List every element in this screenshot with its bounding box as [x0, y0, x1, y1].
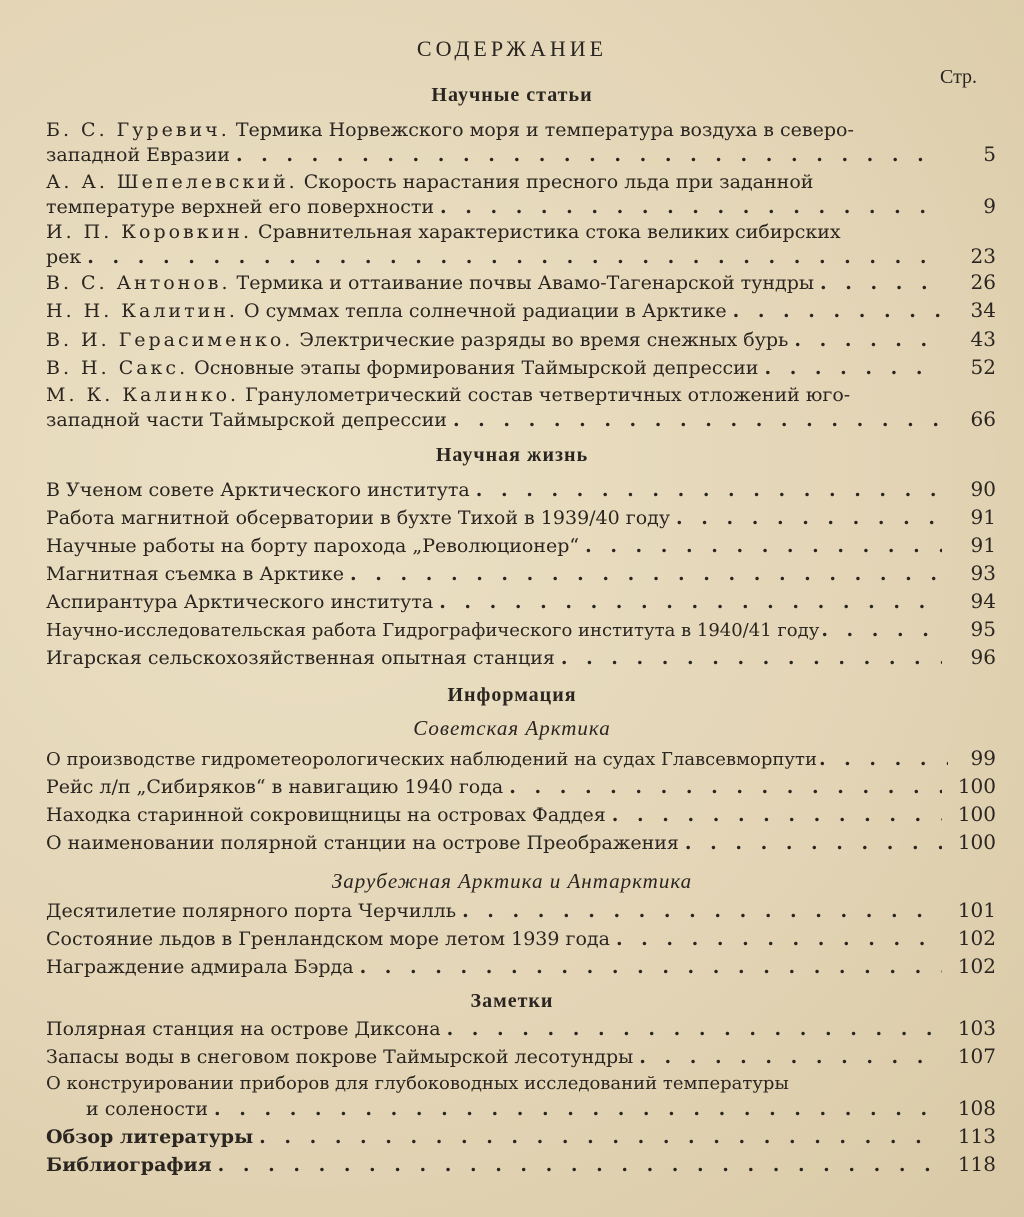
leader-dots	[439, 590, 942, 614]
toc-entry[interactable]	[46, 589, 996, 613]
entry-title: Обзор литературы	[46, 1126, 254, 1148]
entry-title: Сравнительная характеристика стока великих сибирских	[258, 221, 841, 243]
entry-author: А. А. Шепелевский.	[46, 171, 298, 193]
toc-entry[interactable]	[46, 1044, 996, 1068]
leader-dots	[561, 646, 942, 670]
entry-page: 102	[957, 954, 996, 978]
toc-entry[interactable]	[46, 954, 996, 978]
toc-entry[interactable]	[46, 477, 996, 501]
leader-dots	[476, 478, 942, 502]
leader-dots	[214, 1097, 942, 1121]
toc-entry[interactable]	[46, 383, 996, 431]
entry-page: 100	[957, 830, 996, 854]
entry-title: Библиография	[46, 1154, 212, 1176]
leader-dots	[585, 534, 942, 558]
page-column-label: Стр.	[940, 66, 978, 88]
toc-entry[interactable]	[46, 746, 996, 770]
entry-title: Состояние льдов в Гренландском море летом 1939 года	[46, 928, 610, 950]
entry-page: 113	[957, 1124, 996, 1148]
toc-entry[interactable]	[46, 327, 996, 351]
toc-entry[interactable]	[46, 774, 996, 798]
entry-author: М. К. Калинко.	[46, 384, 240, 406]
leader-dots	[616, 927, 942, 951]
toc-entry[interactable]	[46, 561, 996, 585]
entry-page: 91	[970, 533, 996, 557]
leader-dots	[639, 1045, 942, 1069]
entry-title: Термика Норвежского моря и температура воздуха в северо-	[235, 119, 854, 141]
toc-entry[interactable]	[46, 830, 996, 854]
entry-page: 9	[983, 194, 996, 218]
entry-page: 52	[970, 355, 996, 379]
page-title: СОДЕРЖАНИЕ	[416, 36, 608, 61]
section-heading-life: Научная жизнь	[435, 444, 589, 466]
entry-author: Б. С. Гуревич.	[46, 119, 230, 141]
subsection-heading-foreign: Зарубежная Арктика и Антарктика	[331, 869, 693, 893]
entry-title: О конструировании приборов для глубоководных исследований температуры	[46, 1073, 789, 1094]
section-heading-notes: Заметки	[470, 990, 554, 1012]
entry-author: В. С. Антонов.	[46, 272, 231, 294]
subsection-heading-soviet: Советская Арктика	[413, 716, 611, 740]
entry-page: 108	[957, 1096, 996, 1120]
entry-page: 91	[970, 505, 996, 529]
entry-title: В Ученом совете Арктического института	[46, 479, 470, 501]
toc-entry[interactable]	[46, 170, 996, 218]
entry-page: 101	[957, 898, 996, 922]
toc-entry[interactable]	[46, 1072, 996, 1120]
entry-page: 90	[970, 477, 996, 501]
entry-title: Игарская сельскохозяйственная опытная станция	[46, 647, 555, 669]
leader-dots	[87, 245, 942, 269]
toc-entry[interactable]	[46, 118, 996, 166]
entry-page: 66	[970, 407, 996, 431]
leader-dots	[440, 195, 942, 219]
entry-title: Десятилетие полярного порта Черчилль	[46, 900, 457, 922]
entry-page: 118	[957, 1152, 996, 1176]
entry-page: 5	[983, 142, 996, 166]
leader-dots	[676, 506, 942, 530]
entry-page: 93	[970, 561, 996, 585]
entry-title: О наименовании полярной станции на острове Преображения	[46, 832, 679, 854]
section-heading-scientific: Научные статьи	[431, 84, 593, 106]
entry-title: Запасы воды в снеговом покрове Таймырской лесотундры	[46, 1046, 634, 1068]
entry-author: В. И. Герасименко.	[46, 329, 294, 351]
leader-dots	[218, 1153, 942, 1177]
entry-title: Награждение адмирала Бэрда	[46, 956, 354, 978]
leader-dots	[360, 955, 942, 979]
entry-page: 102	[957, 926, 996, 950]
toc-entry[interactable]	[46, 298, 996, 322]
entry-title: Аспирантура Арктического института	[46, 591, 434, 613]
entry-author: В. Н. Сакс.	[46, 357, 189, 379]
toc-entry[interactable]	[46, 926, 996, 950]
entry-page: 26	[970, 270, 996, 294]
toc-entry[interactable]	[46, 505, 996, 529]
entry-page: 107	[957, 1044, 996, 1068]
entry-page: 94	[970, 589, 996, 613]
entry-page: 99	[970, 746, 996, 770]
entry-page: 96	[970, 645, 996, 669]
leader-dots	[794, 328, 942, 352]
entry-page: 100	[957, 774, 996, 798]
entry-title: Электрические разряды во время снежных бурь	[299, 329, 789, 351]
toc-entry-bibliography[interactable]	[46, 1152, 996, 1176]
entry-title: Научно-исследовательская работа Гидрографического института в 1940/41 году	[46, 620, 820, 641]
entry-page: 34	[970, 298, 996, 322]
leader-dots	[821, 618, 948, 642]
leader-dots	[453, 408, 942, 432]
toc-entry-review[interactable]	[46, 1124, 996, 1148]
toc-entry[interactable]	[46, 220, 996, 268]
entry-title: Научные работы на борту парохода „Революционер“	[46, 535, 580, 557]
entry-title-cont: рек	[46, 246, 82, 268]
entry-page: 95	[970, 617, 996, 641]
leader-dots	[685, 831, 942, 855]
leader-dots	[447, 1017, 942, 1041]
leader-dots	[820, 271, 942, 295]
entry-title-cont: температуре верхней его поверхности	[46, 196, 435, 218]
entry-title: Магнитная съемка в Арктике	[46, 563, 345, 585]
leader-dots	[764, 356, 942, 380]
toc-entry[interactable]	[46, 645, 996, 669]
leader-dots	[462, 899, 942, 923]
toc-entry[interactable]	[46, 270, 996, 294]
entry-page: 103	[957, 1016, 996, 1040]
toc-entry[interactable]	[46, 617, 996, 641]
entry-title: Полярная станция на острове Диксона	[46, 1018, 441, 1040]
entry-author: И. П. Коровкин.	[46, 221, 252, 243]
leader-dots	[819, 747, 948, 771]
entry-title-cont: западной части Таймырской депрессии	[46, 409, 447, 431]
entry-title: О производстве гидрометеорологических наблюдений на судах Главсевморпути	[46, 749, 817, 770]
entry-page: 100	[957, 802, 996, 826]
leader-dots	[509, 775, 942, 799]
entry-page: 43	[970, 327, 996, 351]
toc-entry[interactable]	[46, 802, 996, 826]
entry-title: Работа магнитной обсерватории в бухте Тихой в 1939/40 году	[46, 507, 671, 529]
leader-dots	[236, 143, 942, 167]
leader-dots	[733, 299, 942, 323]
toc-entry[interactable]	[46, 355, 996, 379]
section-heading-info: Информация	[447, 684, 577, 706]
entry-title: Гранулометрический состав четвертичных отложений юго-	[245, 384, 851, 406]
entry-title: Основные этапы формирования Таймырской депрессии	[194, 357, 759, 379]
entry-title-cont: и солености	[86, 1098, 209, 1120]
leader-dots	[259, 1125, 942, 1149]
entry-title: Скорость нарастания пресного льда при заданной	[303, 171, 814, 193]
entry-title: Находка старинной сокровищницы на островах Фаддея	[46, 804, 606, 826]
leader-dots	[612, 803, 942, 827]
leader-dots	[350, 562, 942, 586]
entry-title: Рейс л/п „Сибиряков“ в навигацию 1940 года	[46, 776, 504, 798]
entry-title: О суммах тепла солнечной радиации в Арктике	[244, 300, 727, 322]
toc-entry[interactable]	[46, 898, 996, 922]
entry-title: Термика и оттаивание почвы Авамо-Тагенарской тундры	[236, 272, 815, 294]
toc-entry[interactable]	[46, 1016, 996, 1040]
toc-entry[interactable]	[46, 533, 996, 557]
entry-author: Н. Н. Калитин.	[46, 300, 238, 322]
entry-title-cont: западной Евразии	[46, 144, 230, 166]
entry-page: 23	[970, 244, 996, 268]
